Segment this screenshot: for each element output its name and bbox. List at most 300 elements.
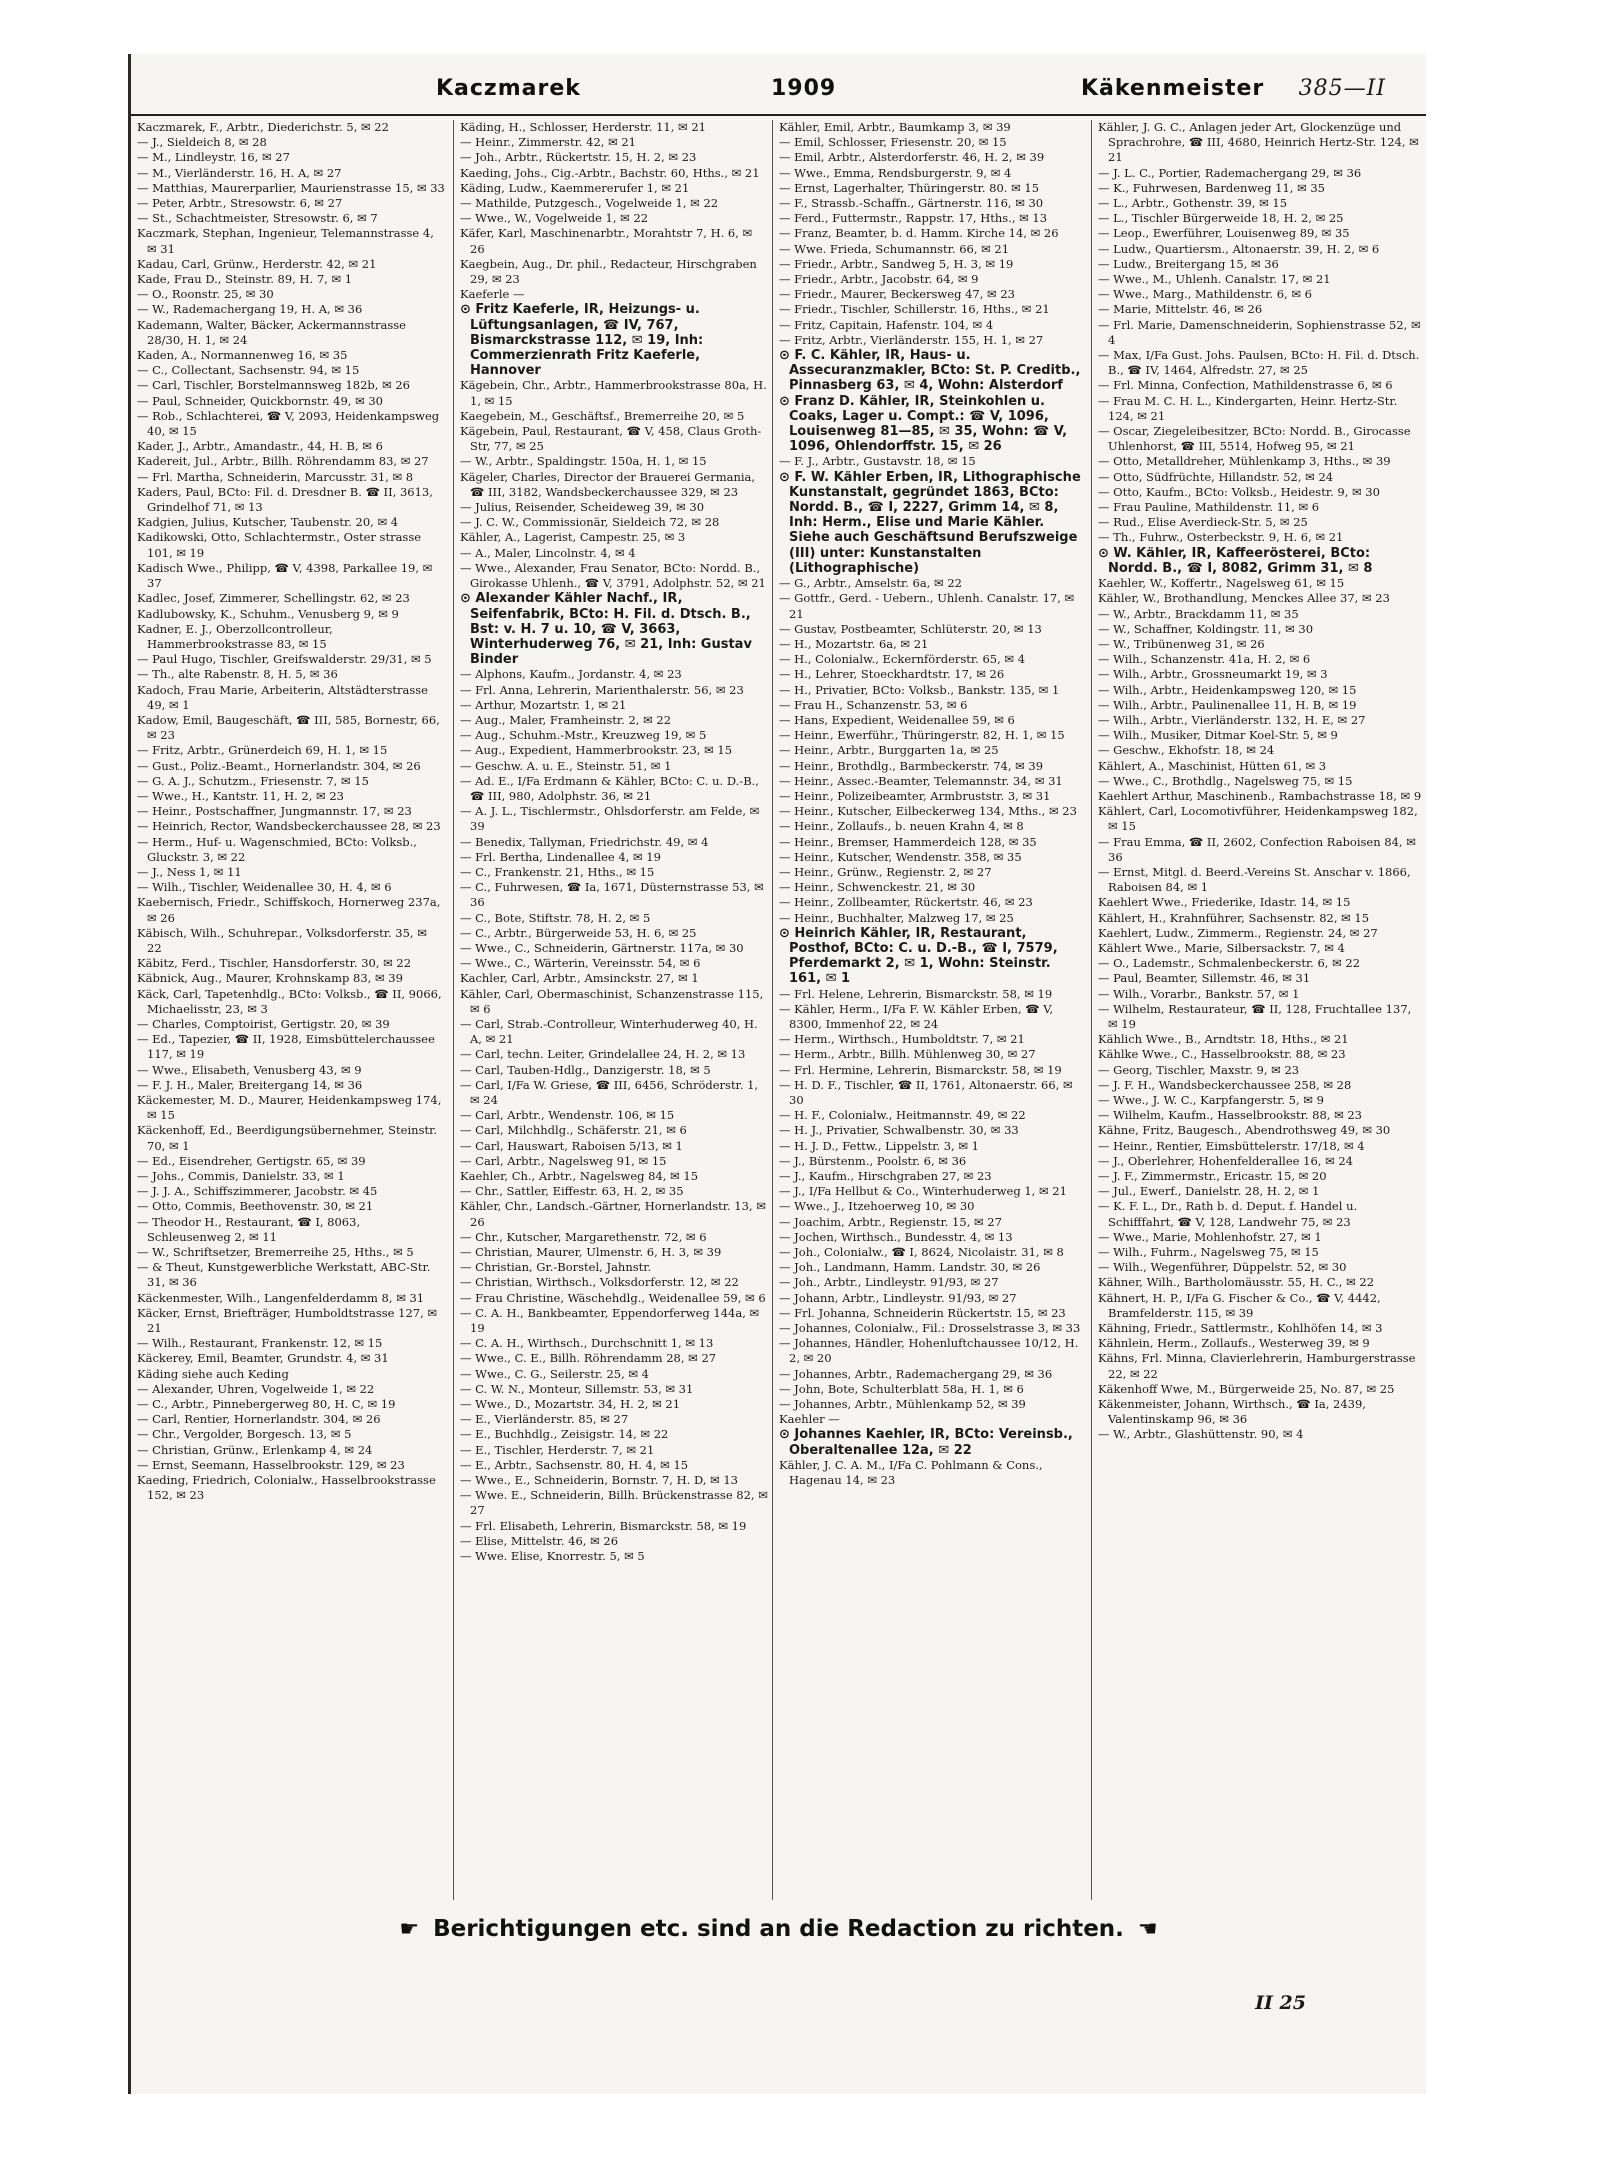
directory-entry: — Alexander, Uhren, Vogelweide 1, ✉ 22 — [137, 1381, 375, 1396]
directory-entry: Kaehlert Wwe., Friederike, Idastr. 14, ✉ 15 — [1098, 895, 1351, 910]
directory-entry: Kähler, Chr., Landsch.-Gärtner, Hornerlandstr. 13, ✉ 26 — [460, 1199, 766, 1229]
directory-entry: — Friedr., Tischler, Schillerstr. 16, Hths., ✉ 21 — [779, 302, 1050, 317]
directory-entry: Kadlubowsky, K., Schuhm., Venusberg 9, ✉ 9 — [137, 606, 399, 621]
directory-entry: Kähnert, H. P., I/Fa G. Fischer & Co., ☎ V, 4442, Bramfelderstr. 115, ✉ 39 — [1098, 1290, 1381, 1320]
directory-entry: — K., Fuhrwesen, Bardenweg 11, ✉ 35 — [1098, 180, 1325, 195]
directory-entry: — J., Sieldeich 8, ✉ 28 — [137, 135, 267, 150]
directory-entry: — F. J. H., Maler, Breitergang 14, ✉ 36 — [137, 1077, 363, 1092]
page-number: 385—II — [1298, 76, 1386, 101]
directory-entry: Käck, Carl, Tapetenhdlg., BCto: Volksb., ☎ II, 9066, Michaelisstr, 23, ✉ 3 — [137, 986, 442, 1016]
directory-entry: Kadner, E. J., Oberzollcontrolleur, Hammerbrookstrasse 83, ✉ 15 — [137, 621, 333, 651]
directory-entry: — Ludw., Quartiersm., Altonaerstr. 39, H. 2, ✉ 6 — [1098, 241, 1380, 256]
directory-entry: — Gustav, Postbeamter, Schlüterstr. 20, ✉ 13 — [779, 621, 1042, 636]
directory-entry: — Friedr., Maurer, Beckersweg 47, ✉ 23 — [779, 287, 1015, 302]
directory-entry: Käckenhoff, Ed., Beerdigungsübernehmer, Steinstr. 70, ✉ 1 — [137, 1123, 437, 1153]
directory-entry: Kählert, Carl, Locomotivführer, Heidenkampsweg 182, ✉ 15 — [1098, 804, 1418, 834]
directory-entry: Kadau, Carl, Grünw., Herderstr. 42, ✉ 21 — [137, 256, 377, 271]
directory-entry: — W., Schriftsetzer, Bremerreihe 25, Hths., ✉ 5 — [137, 1245, 414, 1260]
column-2 — [453, 120, 768, 1900]
directory-entry: — Johannes, Arbtr., Rademachergang 29, ✉ 36 — [779, 1366, 1053, 1381]
directory-entry: — Heinr., Zollaufs., b. neuen Krahn 4, ✉ 8 — [779, 819, 1024, 834]
directory-entry: — Otto, Kaufm., BCto: Volksb., Heidestr. 9, ✉ 30 — [1098, 484, 1380, 499]
directory-entry: — H. J., Privatier, Schwalbenstr. 30, ✉ 33 — [779, 1123, 1019, 1138]
directory-entry: Kähler, J. C. A. M., I/Fa C. Pohlmann & Cons., Hagenau 14, ✉ 23 — [779, 1457, 1043, 1488]
directory-entry: — Johs., Commis, Danielstr. 33, ✉ 1 — [137, 1169, 345, 1184]
directory-entry: Kähler, A., Lagerist, Campestr. 25, ✉ 3 — [460, 530, 686, 545]
directory-entry: — Ferd., Futtermstr., Rappstr. 17, Hths., ✉ 13 — [779, 211, 1048, 226]
directory-entry: — H. J. D., Fettw., Lippelstr. 3, ✉ 1 — [779, 1138, 979, 1153]
directory-entry: — Ad. E., I/Fa Erdmann & Kähler, BCto: C. u. D.-B., ☎ III, 980, Adolphstr. 36, ✉ 21 — [460, 773, 759, 803]
directory-entry: — Benedix, Tallyman, Friedrichstr. 49, ✉ 4 — [460, 834, 709, 849]
directory-entry: — E., Arbtr., Sachsenstr. 80, H. 4, ✉ 15 — [460, 1457, 689, 1472]
directory-entry: — Jochen, Wirthsch., Bundesstr. 4, ✉ 13 — [779, 1229, 1013, 1244]
directory-entry: — C., Arbtr., Bürgerweide 53, H. 6, ✉ 25 — [460, 925, 697, 940]
directory-entry: — Carl, techn. Leiter, Grindelallee 24, H. 2, ✉ 13 — [460, 1047, 746, 1062]
directory-entry: Kaeding, Friedrich, Colonialw., Hasselbrookstrasse 152, ✉ 23 — [137, 1473, 436, 1503]
directory-entry: — F., Strassb.-Schaffn., Gärtnerstr. 116, ✉ 30 — [779, 196, 1044, 211]
directory-entry: — Christian, Maurer, Ulmenstr. 6, H. 3, ✉ 39 — [460, 1245, 722, 1260]
directory-entry: — Joh., Landmann, Hamm. Landstr. 30, ✉ 26 — [779, 1260, 1041, 1275]
directory-entry: — Hans, Expedient, Weidenallee 59, ✉ 6 — [779, 712, 1015, 727]
directory-entry: — Joh., Colonialw., ☎ I, 8624, Nicolaistr. 31, ✉ 8 — [779, 1245, 1064, 1260]
directory-entry: — Wilh., Wegenführer, Düppelstr. 52, ✉ 30 — [1098, 1260, 1347, 1275]
directory-entry: — Gust., Poliz.-Beamt., Hornerlandstr. 304, ✉ 26 — [137, 758, 421, 773]
directory-columns — [131, 120, 1426, 1900]
directory-entry: Kaehlert Arthur, Maschinenb., Rambachstrasse 18, ✉ 9 — [1098, 788, 1422, 803]
directory-entry: — J., Oberlehrer, Hohenfelderallee 16, ✉ 24 — [1098, 1153, 1353, 1168]
directory-entry: ⊙ W. Kähler, IR, Kaffeerösterei, BCto: Nordd. B., ☎ I, 8082, Grimm 31, ✉ 8 — [1098, 545, 1373, 576]
directory-entry: Käding siehe auch Keding — [137, 1366, 289, 1381]
directory-entry: — Frl. Minna, Confection, Mathildenstrasse 6, ✉ 6 — [1098, 378, 1393, 393]
column-4 — [1091, 120, 1422, 1900]
directory-entry: — Franz, Beamter, b. d. Hamm. Kirche 14, ✉ 26 — [779, 226, 1059, 241]
directory-entry: — J., Ness 1, ✉ 11 — [137, 864, 242, 879]
directory-entry: — Peter, Arbtr., Stresowstr. 6, ✉ 27 — [137, 196, 343, 211]
directory-entry: — Frl. Johanna, Schneiderin Rückertstr. 15, ✉ 23 — [779, 1305, 1066, 1320]
directory-entry: — O., Lademstr., Schmalenbeckerstr. 6, ✉ 22 — [1098, 956, 1361, 971]
directory-entry: — Herm., Arbtr., Billh. Mühlenweg 30, ✉ 27 — [779, 1047, 1036, 1062]
directory-entry: ⊙ F. W. Kähler Erben, IR, Lithographische Kunstanstalt, gegründet 1863, BCto: Nordd. B., ☎ I, 2227, Grimm 14, ✉ 8, Inh: Herm., Elise und Marie Kähler. Siehe auch Geschäftsund Berufszweige (III) unter: Kunstanstalten (Lithographische) — [779, 469, 1081, 576]
directory-entry: — Arthur, Mozartstr. 1, ✉ 21 — [460, 697, 627, 712]
directory-entry: — Carl, Hauswart, Raboisen 5/13, ✉ 1 — [460, 1138, 683, 1153]
directory-entry: — Herm., Huf- u. Wagenschmied, BCto: Volksb., Gluckstr. 3, ✉ 22 — [137, 834, 417, 864]
directory-entry: — Christian, Grünw., Erlenkamp 4, ✉ 24 — [137, 1442, 373, 1457]
directory-entry: — Wwe., D., Mozartstr. 34, H. 2, ✉ 21 — [460, 1397, 681, 1412]
directory-entry: Kaehler — — [779, 1412, 840, 1427]
directory-entry: — Wilh., Arbtr., Paulinenallee 11, H. B, ✉ 19 — [1098, 697, 1357, 712]
directory-entry: — Heinr., Ewerführ., Thüringerstr. 82, H. 1, ✉ 15 — [779, 728, 1065, 743]
directory-entry: ⊙ Franz D. Kähler, IR, Steinkohlen u. Coaks, Lager u. Compt.: ☎ V, 1096, Louisenweg 81—85, ✉ 35, Wohn: ☎ V, 1096, Ohlendorffstr. 15, ✉ 26 — [779, 393, 1068, 455]
directory-entry: Kadow, Emil, Baugeschäft, ☎ III, 585, Bornestr, 66, ✉ 23 — [137, 712, 440, 743]
directory-entry: — H., Mozartstr. 6a, ✉ 21 — [779, 636, 929, 651]
directory-entry: — Ludw., Breitergang 15, ✉ 36 — [1098, 256, 1279, 271]
directory-entry: — F. J., Arbtr., Gustavstr. 18, ✉ 15 — [779, 454, 976, 469]
directory-entry: — O., Roonstr. 25, ✉ 30 — [137, 287, 274, 302]
column-1 — [137, 120, 445, 1900]
directory-entry: — H., Colonialw., Eckernförderstr. 65, ✉ 4 — [779, 652, 1026, 667]
directory-entry: — Wwe., C. E., Billh. Röhrendamm 28, ✉ 27 — [460, 1351, 717, 1366]
directory-entry: — Wwe., E., Schneiderin, Bornstr. 7, H. D, ✉ 13 — [460, 1473, 738, 1488]
directory-entry: — Wwe., Marie, Mohlenhofstr. 27, ✉ 1 — [1098, 1229, 1322, 1244]
directory-entry: — Heinr., Brothdlg., Barmbeckerstr. 74, ✉ 39 — [779, 758, 1044, 773]
directory-entry: Kählke Wwe., C., Hasselbrookstr. 88, ✉ 23 — [1098, 1047, 1346, 1062]
column-3 — [772, 120, 1087, 1900]
directory-entry: Käckerey, Emil, Beamter, Grundstr. 4, ✉ 31 — [137, 1351, 389, 1366]
directory-entry: — Matthias, Maurerparlier, Maurienstrasse 15, ✉ 33 — [137, 180, 445, 195]
directory-entry: — H. D. F., Tischler, ☎ II, 1761, Altonaerstr. 66, ✉ 30 — [779, 1077, 1073, 1107]
directory-entry: — Wwe., C. G., Seilerstr. 25, ✉ 4 — [460, 1366, 649, 1381]
directory-entry: Kadgien, Julius, Kutscher, Taubenstr. 20, ✉ 4 — [137, 515, 399, 530]
directory-entry: — Wwe. E., Schneiderin, Billh. Brückenstrasse 82, ✉ 27 — [460, 1488, 768, 1518]
header-rule — [131, 114, 1426, 116]
directory-entry: — Carl, Milchhdlg., Schäferstr. 21, ✉ 6 — [460, 1123, 687, 1138]
directory-page — [128, 54, 1426, 2094]
directory-entry: — Rud., Elise Averdieck-Str. 5, ✉ 25 — [1098, 515, 1308, 530]
directory-entry: — C. A. H., Wirthsch., Durchschnitt 1, ✉ 13 — [460, 1336, 714, 1351]
directory-entry: Kader, J., Arbtr., Amandastr., 44, H. B, ✉ 6 — [137, 439, 383, 454]
directory-entry: — Fritz, Arbtr., Grünerdeich 69, H. 1, ✉ 15 — [137, 743, 388, 758]
directory-entry: — Wwe., Emma, Rendsburgerstr. 9, ✉ 4 — [779, 165, 1012, 180]
directory-entry: ⊙ Fritz Kaeferle, IR, Heizungs- u. Lüftungsanlagen, ☎ IV, 767, Bismarckstrasse 112, ✉ 19, Inh: Commerzienrath Fritz Kaeferle, Hannover — [460, 302, 704, 379]
directory-entry: — J., I/Fa Hellbut & Co., Winterhuderweg 1, ✉ 21 — [779, 1184, 1067, 1199]
directory-entry: — Paul, Beamter, Sillemstr. 46, ✉ 31 — [1098, 971, 1311, 986]
directory-entry: — Max, I/Fa Gust. Johs. Paulsen, BCto: H. Fil. d. Dtsch. B., ☎ IV, 1464, Alfredstr. 27, ✉ 25 — [1098, 348, 1420, 378]
directory-entry: Käcker, Ernst, Briefträger, Humboldtstrasse 127, ✉ 21 — [137, 1305, 438, 1336]
directory-entry: — & Theut, Kunstgewerbliche Werkstatt, ABC-Str. 31, ✉ 36 — [137, 1260, 431, 1290]
directory-entry: — Geschw., Ekhofstr. 18, ✉ 24 — [1098, 743, 1275, 758]
directory-entry: ⊙ Heinrich Kähler, IR, Restaurant, Posthof, BCto: C. u. D.-B., ☎ I, 7579, Pferdemarkt 2, ✉ 1, Wohn: Steinstr. 161, ✉ 1 — [779, 925, 1058, 987]
directory-entry: Kaehler, W., Koffertr., Nagelsweg 61, ✉ 15 — [1098, 576, 1345, 591]
directory-entry: — Wwe., Elisabeth, Venusberg 43, ✉ 9 — [137, 1062, 362, 1077]
directory-entry: — K. F. L., Dr., Rath b. d. Deput. f. Handel u. Schifffahrt, ☎ V, 128, Landwehr 75, ✉ 23 — [1098, 1199, 1358, 1229]
pointing-hand-left-icon: ☚ — [1137, 1917, 1158, 1942]
directory-entry: — E., Tischler, Herderstr. 7, ✉ 21 — [460, 1442, 655, 1457]
directory-entry: — Wwe., M., Uhlenh. Canalstr. 17, ✉ 21 — [1098, 272, 1331, 287]
directory-entry: — Frl. Elisabeth, Lehrerin, Bismarckstr. 58, ✉ 19 — [460, 1518, 747, 1533]
directory-entry: — Frau Christine, Wäschehdlg., Weidenallee 59, ✉ 6 — [460, 1290, 766, 1305]
directory-entry: — J. F., Zimmermstr., Ericastr. 15, ✉ 20 — [1098, 1169, 1327, 1184]
directory-entry: ⊙ Johannes Kaehler, IR, BCto: Vereinsb., Oberaltenallee 12a, ✉ 22 — [779, 1427, 1073, 1458]
directory-entry: — E., Buchhdlg., Zeisigstr. 14, ✉ 22 — [460, 1427, 669, 1442]
directory-entry: Käckenmester, Wilh., Langenfelderdamm 8, ✉ 31 — [137, 1290, 425, 1305]
directory-entry: — Carl, Strab.-Controlleur, Winterhuderweg 40, H. A, ✉ 21 — [460, 1016, 758, 1047]
directory-entry: — E., Vierländerstr. 85, ✉ 27 — [460, 1412, 629, 1427]
directory-entry: — J., Bürstenm., Poolstr. 6, ✉ 36 — [779, 1153, 967, 1168]
directory-entry: — L., Tischler Bürgerweide 18, H. 2, ✉ 25 — [1098, 211, 1344, 226]
directory-entry: — Wwe., C., Brothdlg., Nagelsweg 75, ✉ 15 — [1098, 773, 1353, 788]
directory-entry: ⊙ Alexander Kähler Nachf., IR, Seifenfabrik, BCto: H. Fil. d. Dtsch. B., Bst: v. H. 7 u. 10, ☎ V, 3663, Winterhuderweg 76, ✉ 21, Inh: Gustav Binder — [460, 591, 752, 668]
directory-entry: — W., Arbtr., Glashüttenstr. 90, ✉ 4 — [1098, 1427, 1304, 1442]
directory-entry: — J., Kaufm., Hirschgraben 27, ✉ 23 — [779, 1169, 992, 1184]
directory-entry: — Oscar, Ziegeleibesitzer, BCto: Nordd. B., Girocasse Uhlenhorst, ☎ III, 5514, Hofweg 95, ✉ 21 — [1098, 424, 1411, 454]
directory-entry: Kähler, J. G. C., Anlagen jeder Art, Glockenzüge und Sprachrohre, ☎ III, 4680, Heinrich Hertz-Str. 124, ✉ 21 — [1098, 120, 1419, 165]
directory-entry: — C., Collectant, Sachsenstr. 94, ✉ 15 — [137, 363, 360, 378]
directory-entry: — C., Bote, Stiftstr. 78, H. 2, ✉ 5 — [460, 910, 651, 925]
directory-entry: Kaden, A., Normannenweg 16, ✉ 35 — [137, 348, 348, 363]
signature-mark: II 25 — [1255, 1992, 1306, 2014]
directory-entry: — Wwe., Alexander, Frau Senator, BCto: Nordd. B., Girokasse Uhlenh., ☎ V, 3791, Adolphstr. 52, ✉ 21 — [460, 560, 766, 591]
directory-entry: Käbitz, Ferd., Tischler, Hansdorferstr. 30, ✉ 22 — [137, 956, 412, 971]
directory-entry: — Wilh., Vorarbr., Bankstr. 57, ✉ 1 — [1098, 986, 1300, 1001]
directory-entry: — Wilh., Restaurant, Frankenstr. 12, ✉ 15 — [137, 1336, 383, 1351]
directory-entry: — Paul, Schneider, Quickbornstr. 49, ✉ 30 — [137, 393, 384, 408]
left-headword: Kaczmarek — [436, 76, 581, 101]
directory-entry: Kähner, Wilh., Bartholomäusstr. 55, H. C., ✉ 22 — [1098, 1275, 1375, 1290]
directory-entry: Kaegbein, Aug., Dr. phil., Redacteur, Hirschgraben 29, ✉ 23 — [460, 256, 757, 287]
directory-entry: — L., Arbtr., Gothenstr. 39, ✉ 15 — [1098, 196, 1288, 211]
directory-entry: — W., Rademachergang 19, H. A, ✉ 36 — [137, 302, 363, 317]
directory-entry: — H., Lehrer, Stoeckhardtstr. 17, ✉ 26 — [779, 667, 1005, 682]
directory-entry: — Heinrich, Rector, Wandsbeckerchaussee 28, ✉ 23 — [137, 819, 441, 834]
directory-entry: Kählich Wwe., B., Arndtstr. 18, Hths., ✉ 21 — [1098, 1032, 1349, 1047]
directory-entry: — Th., alte Rabenstr. 8, H. 5, ✉ 36 — [137, 667, 338, 682]
directory-entry: Kähler, Emil, Arbtr., Baumkamp 3, ✉ 39 — [779, 120, 1011, 134]
directory-entry: — Mathilde, Putzgesch., Vogelweide 1, ✉ 22 — [460, 196, 719, 211]
directory-entry: — Fritz, Capitain, Hafenstr. 104, ✉ 4 — [779, 317, 994, 332]
directory-entry: — Johannes, Händler, Hohenluftchaussee 10/12, H. 2, ✉ 20 — [779, 1336, 1079, 1366]
directory-entry: Kägebein, Chr., Arbtr., Hammerbrookstrasse 80a, H. 1, ✉ 15 — [460, 378, 767, 408]
directory-entry: — Heinr., Kutscher, Wendenstr. 358, ✉ 35 — [779, 849, 1022, 864]
directory-entry: — Ed., Tapezier, ☎ II, 1928, Eimsbüttelerchaussee 117, ✉ 19 — [137, 1032, 435, 1062]
directory-entry: — Joh., Arbtr., Lindleystr. 91/93, ✉ 27 — [779, 1275, 999, 1290]
directory-entry: — Geschw. A. u. E., Steinstr. 51, ✉ 1 — [460, 758, 672, 773]
directory-entry: — Carl, Arbtr., Nagelsweg 91, ✉ 15 — [460, 1153, 667, 1168]
directory-entry: Kaegebein, M., Geschäftsf., Bremerreihe 20, ✉ 5 — [460, 408, 745, 423]
directory-entry: Kähler, W., Brothandlung, Menckes Allee 37, ✉ 23 — [1098, 591, 1390, 606]
directory-entry: Kadlec, Josef, Zimmerer, Schellingstr. 62, ✉ 23 — [137, 591, 410, 606]
directory-entry: Käding, H., Schlosser, Herderstr. 11, ✉ 21 — [460, 120, 706, 134]
directory-entry: — Wilh., Arbtr., Vierländerstr. 132, H. E, ✉ 27 — [1098, 712, 1366, 727]
directory-entry: — W., Tribünenweg 31, ✉ 26 — [1098, 636, 1265, 651]
directory-entry: Käfer, Karl, Maschinenarbtr., Morahtstr 7, H. 6, ✉ 26 — [460, 226, 753, 256]
directory-entry: Kaders, Paul, BCto: Fil. d. Dresdner B. ☎ II, 3613, Grindelhof 71, ✉ 13 — [137, 484, 433, 515]
directory-entry: — Friedr., Arbtr., Jacobstr. 64, ✉ 9 — [779, 272, 979, 287]
directory-entry: — Wilh., Fuhrm., Nagelsweg 75, ✉ 15 — [1098, 1245, 1319, 1260]
directory-entry: — Elise, Mittelstr. 46, ✉ 26 — [460, 1533, 619, 1548]
directory-entry: — C., Fuhrwesen, ☎ Ia, 1671, Düsternstrasse 53, ✉ 36 — [460, 880, 764, 910]
directory-entry: — W., Arbtr., Spaldingstr. 150a, H. 1, ✉ 15 — [460, 454, 707, 469]
directory-entry: — Heinr., Arbtr., Burggarten 1a, ✉ 25 — [779, 743, 999, 758]
directory-entry: — Heinr., Postschaffner, Jungmannstr. 17, ✉ 23 — [137, 804, 412, 819]
directory-entry: — Marie, Mittelstr. 46, ✉ 26 — [1098, 302, 1263, 317]
directory-entry: — Ernst, Mitgl. d. Beerd.-Vereins St. Anschar v. 1866, Raboisen 84, ✉ 1 — [1098, 864, 1411, 895]
directory-entry: — Wilh., Arbtr., Heidenkampsweg 120, ✉ 15 — [1098, 682, 1357, 697]
directory-entry: — Julius, Reisender, Scheideweg 39, ✉ 30 — [460, 500, 705, 515]
directory-entry: — Frau M. C. H. L., Kindergarten, Heinr. Hertz-Str. 124, ✉ 21 — [1098, 393, 1398, 423]
directory-entry: Kähns, Frl. Minna, Clavierlehrerin, Hamburgerstrasse 22, ✉ 22 — [1098, 1351, 1416, 1381]
directory-entry: Käbnick, Aug., Maurer, Krohnskamp 83, ✉ 39 — [137, 971, 403, 986]
directory-entry: — Heinr., Zollbeamter, Rückertstr. 46, ✉ 23 — [779, 895, 1033, 910]
directory-entry: — M., Vierländerstr. 16, H. A, ✉ 27 — [137, 165, 342, 180]
directory-entry: — Frl. Martha, Schneiderin, Marcusstr. 31, ✉ 8 — [137, 469, 414, 484]
directory-entry: Kaeferle — — [460, 287, 525, 302]
directory-entry: Kaeding, Johs., Cig.-Arbtr., Bachstr. 60, Hths., ✉ 21 — [460, 165, 760, 180]
directory-entry: Käding, Ludw., Kaemmererufer 1, ✉ 21 — [460, 180, 690, 195]
directory-entry: — Wwe. Elise, Knorrestr. 5, ✉ 5 — [460, 1549, 645, 1564]
directory-entry: Kägeler, Charles, Director der Brauerei Germania, ☎ III, 3182, Wandsbeckerchaussee 329, ✉ 23 — [460, 469, 756, 499]
footer-notice — [131, 1916, 1426, 1956]
directory-entry: — Carl, Tauben-Hdlg., Danzigerstr. 18, ✉ 5 — [460, 1062, 711, 1077]
directory-entry: — Frl. Helene, Lehrerin, Bismarckstr. 58, ✉ 19 — [779, 986, 1053, 1001]
directory-entry: — Wilh., Musiker, Ditmar Koel-Str. 5, ✉ 9 — [1098, 728, 1338, 743]
directory-entry: — Wwe., C., Wärterin, Vereinsstr. 54, ✉ 6 — [460, 956, 701, 971]
directory-entry: — Chr., Vergolder, Borgesch. 13, ✉ 5 — [137, 1427, 352, 1442]
pointing-hand-icon: ☛ — [399, 1917, 420, 1942]
directory-entry: — Carl, Arbtr., Wendenstr. 106, ✉ 15 — [460, 1108, 675, 1123]
directory-entry: — Wilh., Schanzenstr. 41a, H. 2, ✉ 6 — [1098, 652, 1311, 667]
directory-entry: Kählert Wwe., Marie, Silbersackstr. 7, ✉ 4 — [1098, 940, 1345, 955]
directory-entry: Kademann, Walter, Bäcker, Ackermannstrasse 28/30, H. 1, ✉ 24 — [137, 317, 406, 347]
directory-entry: — C. W. N., Monteur, Sillemstr. 53, ✉ 31 — [460, 1381, 694, 1396]
directory-entry: — G., Arbtr., Amselstr. 6a, ✉ 22 — [779, 576, 962, 591]
directory-entry: — Carl, Tischler, Borstelmannsweg 182b, ✉ 26 — [137, 378, 410, 393]
directory-entry: — Ernst, Seemann, Hasselbrookstr. 129, ✉ 23 — [137, 1457, 405, 1472]
directory-entry: — Emil, Schlosser, Friesenstr. 20, ✉ 15 — [779, 135, 1007, 150]
directory-entry: Kadisch Wwe., Philipp, ☎ V, 4398, Parkallee 19, ✉ 37 — [137, 560, 433, 591]
directory-entry: — Otto, Metalldreher, Mühlenkamp 3, Hths., ✉ 39 — [1098, 454, 1391, 469]
directory-entry: Kaehler, Ch., Arbtr., Nagelsweg 84, ✉ 15 — [460, 1169, 699, 1184]
directory-entry: — Ed., Eisendreher, Gertigstr. 65, ✉ 39 — [137, 1153, 366, 1168]
directory-entry: — Gottfr., Gerd. - Uebern., Uhlenh. Canalstr. 17, ✉ 21 — [779, 591, 1075, 621]
directory-entry: — Fritz, Arbtr., Vierländerstr. 155, H. 1, ✉ 27 — [779, 332, 1044, 347]
directory-entry: — Charles, Comptoirist, Gertigstr. 20, ✉ 39 — [137, 1016, 390, 1031]
year: 1909 — [771, 76, 837, 101]
directory-entry: Kähne, Fritz, Baugesch., Abendrothsweg 49, ✉ 30 — [1098, 1123, 1391, 1138]
directory-entry: — Joachim, Arbtr., Regienstr. 15, ✉ 27 — [779, 1214, 1002, 1229]
directory-entry: — Christian, Gr.-Borstel, Jahnstr. — [460, 1260, 652, 1275]
page-header — [131, 76, 1426, 116]
directory-entry: — Johannes, Arbtr., Mühlenkamp 52, ✉ 39 — [779, 1397, 1026, 1412]
directory-entry: Käckemester, M. D., Maurer, Heidenkampsweg 174, ✉ 15 — [137, 1093, 442, 1123]
directory-entry: — Emil, Arbtr., Alsterdorferstr. 46, H. 2, ✉ 39 — [779, 150, 1045, 165]
directory-entry: — Theodor H., Restaurant, ☎ I, 8063, Schleusenweg 2, ✉ 11 — [137, 1214, 361, 1244]
directory-entry: — Kähler, Herm., I/Fa F. W. Kähler Erben, ☎ V, 8300, Immenhof 22, ✉ 24 — [779, 1001, 1054, 1031]
directory-entry: — Heinr., Assec.-Beamter, Telemannstr. 34, ✉ 31 — [779, 773, 1063, 788]
directory-entry: Kähnlein, Herm., Zollaufs., Westerweg 39, ✉ 9 — [1098, 1336, 1370, 1351]
directory-entry: — Joh., Arbtr., Rückertstr. 15, H. 2, ✉ 23 — [460, 150, 697, 165]
directory-entry: — Chr., Sattler, Eiffestr. 63, H. 2, ✉ 35 — [460, 1184, 684, 1199]
directory-entry: — W., Arbtr., Brackdamm 11, ✉ 35 — [1098, 606, 1299, 621]
directory-entry: — Georg, Tischler, Maxstr. 9, ✉ 23 — [1098, 1062, 1300, 1077]
directory-entry: — W., Schaffner, Koldingstr. 11, ✉ 30 — [1098, 621, 1314, 636]
directory-entry: — Frau H., Schanzenstr. 53, ✉ 6 — [779, 697, 968, 712]
directory-entry: — Heinr., Rentier, Eimsbüttelerstr. 17/18, ✉ 4 — [1098, 1138, 1365, 1153]
directory-entry: — Th., Fuhrw., Osterbeckstr. 9, H. 6, ✉ 21 — [1098, 530, 1344, 545]
directory-entry: — Frau Emma, ☎ II, 2602, Confection Raboisen 84, ✉ 36 — [1098, 834, 1416, 864]
directory-entry: — Johann, Arbtr., Lindleystr. 91/93, ✉ 27 — [779, 1290, 1017, 1305]
directory-entry: — Otto, Südfrüchte, Hillandstr. 52, ✉ 24 — [1098, 469, 1334, 484]
directory-entry: — Frl. Anna, Lehrerin, Marienthalerstr. 56, ✉ 23 — [460, 682, 744, 697]
directory-entry: — St., Schachtmeister, Stresowstr. 6, ✉ 7 — [137, 211, 378, 226]
directory-entry: Käkenmeister, Johann, Wirthsch., ☎ Ia, 2439, Valentinskamp 96, ✉ 36 — [1098, 1397, 1366, 1427]
directory-entry: Käkenhoff Wwe, M., Bürgerweide 25, No. 87, ✉ 25 — [1098, 1381, 1395, 1396]
directory-entry: — H. F., Colonialw., Heitmannstr. 49, ✉ 22 — [779, 1108, 1026, 1123]
directory-entry: — C., Arbtr., Pinnebergerweg 80, H. C, ✉ 19 — [137, 1397, 396, 1412]
directory-entry: — Johannes, Colonialw., Fil.: Drosselstrasse 3, ✉ 33 — [779, 1321, 1081, 1336]
directory-entry: — Aug., Schuhm.-Mstr., Kreuzweg 19, ✉ 5 — [460, 728, 707, 743]
directory-entry: — M., Lindleystr. 16, ✉ 27 — [137, 150, 290, 165]
directory-entry: — Christian, Wirthsch., Volksdorferstr. 12, ✉ 22 — [460, 1275, 739, 1290]
directory-entry: — Friedr., Arbtr., Sandweg 5, H. 3, ✉ 19 — [779, 256, 1014, 271]
directory-entry: Kadikowski, Otto, Schlachtermstr., Oster strasse 101, ✉ 19 — [137, 530, 422, 560]
directory-entry: — John, Bote, Schulterblatt 58a, H. 1, ✉ 6 — [779, 1381, 1024, 1396]
directory-entry: Kadoch, Frau Marie, Arbeiterin, Altstädterstrasse 49, ✉ 1 — [137, 682, 428, 712]
directory-entry: — Otto, Commis, Beethovenstr. 30, ✉ 21 — [137, 1199, 374, 1214]
directory-entry: Kachler, Carl, Arbtr., Amsinckstr. 27, ✉ 1 — [460, 971, 699, 986]
directory-entry: — G. A. J., Schutzm., Friesenstr. 7, ✉ 15 — [137, 773, 369, 788]
directory-entry: — Heinr., Buchhalter, Malzweg 17, ✉ 25 — [779, 910, 1014, 925]
directory-entry: — Wilhelm, Restaurateur, ☎ II, 128, Fruchtallee 137, ✉ 19 — [1098, 1001, 1412, 1031]
directory-entry: — Carl, I/Fa W. Griese, ☎ III, 6456, Schröderstr. 1, ✉ 24 — [460, 1077, 759, 1107]
directory-entry: — Aug., Expedient, Hammerbrookstr. 23, ✉ 15 — [460, 743, 733, 758]
directory-entry: — Wilh., Arbtr., Grossneumarkt 19, ✉ 3 — [1098, 667, 1328, 682]
directory-entry: — Wwe., J. W. C., Karpfangerstr. 5, ✉ 9 — [1098, 1093, 1324, 1107]
directory-entry: Kägebein, Paul, Restaurant, ☎ V, 458, Claus Groth-Str, 77, ✉ 25 — [460, 424, 762, 454]
directory-entry: — Heinr., Bremser, Hammerdeich 128, ✉ 35 — [779, 834, 1037, 849]
directory-entry: — J. J. A., Schiffszimmerer, Jacobstr. ✉ 45 — [137, 1184, 378, 1199]
directory-entry: — J. C. W., Commissionär, Sieldeich 72, ✉ 28 — [460, 515, 720, 530]
directory-entry: — Leop., Ewerführer, Louisenweg 89, ✉ 35 — [1098, 226, 1350, 241]
directory-entry: Kählert, A., Maschinist, Hütten 61, ✉ 3 — [1098, 758, 1327, 773]
directory-entry: — Frl. Hermine, Lehrerin, Bismarckstr. 58, ✉ 19 — [779, 1062, 1062, 1077]
directory-entry: — Heinr., Zimmerstr. 42, ✉ 21 — [460, 135, 636, 150]
directory-entry: — Ernst, Lagerhalter, Thüringerstr. 80. ✉ 15 — [779, 180, 1040, 195]
directory-entry: — A., Maler, Lincolnstr. 4, ✉ 4 — [460, 545, 636, 560]
directory-entry: — Herm., Wirthsch., Humboldtstr. 7, ✉ 21 — [779, 1032, 1025, 1047]
directory-entry: — J. F. H., Wandsbeckerchaussee 258, ✉ 28 — [1098, 1077, 1352, 1092]
directory-entry: — Rob., Schlachterei, ☎ V, 2093, Heidenkampsweg 40, ✉ 15 — [137, 408, 440, 439]
directory-entry: Kaczmark, Stephan, Ingenieur, Telemannstrasse 4, ✉ 31 — [137, 226, 434, 256]
directory-entry: — Wwe. Frieda, Schumannstr. 66, ✉ 21 — [779, 241, 1010, 256]
directory-entry: — Heinr., Polizeibeamter, Armbruststr. 3, ✉ 31 — [779, 788, 1051, 803]
directory-entry: — Jul., Ewerf., Danielstr. 28, H. 2, ✉ 1 — [1098, 1184, 1320, 1199]
directory-entry: — Paul Hugo, Tischler, Greifswalderstr. 29/31, ✉ 5 — [137, 652, 432, 667]
directory-entry: — Wwe., Marg., Mathildenstr. 6, ✉ 6 — [1098, 287, 1312, 302]
directory-entry: Kaebernisch, Friedr., Schiffskoch, Hornerweg 237a, ✉ 26 — [137, 895, 441, 925]
directory-entry: — Wilh., Tischler, Weidenallee 30, H. 4, ✉ 6 — [137, 880, 392, 895]
directory-entry: Kade, Frau D., Steinstr. 89, H. 7, ✉ 1 — [137, 272, 353, 287]
directory-entry: — H., Privatier, BCto: Volksb., Bankstr. 135, ✉ 1 — [779, 682, 1060, 697]
directory-entry: Kähler, Carl, Obermaschinist, Schanzenstrasse 115, ✉ 6 — [460, 986, 764, 1016]
directory-entry: — Frl. Bertha, Lindenallee 4, ✉ 19 — [460, 849, 661, 864]
footer-notice-text: Berichtigungen etc. sind an die Redaction zu richten. — [433, 1916, 1124, 1942]
directory-entry: — A. J. L., Tischlermstr., Ohlsdorferstr. am Felde, ✉ 39 — [460, 804, 760, 834]
directory-entry: — C. A. H., Bankbeamter, Eppendorferweg 144a, ✉ 19 — [460, 1305, 760, 1336]
directory-entry: Kähning, Friedr., Sattlermstr., Kohlhöfen 14, ✉ 3 — [1098, 1321, 1383, 1336]
directory-entry: — Wwe., H., Kantstr. 11, H. 2, ✉ 23 — [137, 788, 344, 803]
directory-entry: — Wwe., W., Vogelweide 1, ✉ 22 — [460, 211, 649, 226]
directory-entry: — Alphons, Kaufm., Jordanstr. 4, ✉ 23 — [460, 667, 682, 682]
directory-entry: — C., Frankenstr. 21, Hths., ✉ 15 — [460, 864, 655, 879]
directory-entry: Kaehlert, Ludw., Zimmerm., Regienstr. 24, ✉ 27 — [1098, 925, 1378, 940]
directory-entry: — Wwe., J., Itzehoerweg 10, ✉ 30 — [779, 1199, 975, 1214]
directory-entry: — Aug., Maler, Framheinstr. 2, ✉ 22 — [460, 712, 672, 727]
right-headword: Käkenmeister — [1081, 76, 1265, 101]
directory-entry: Käbisch, Wilh., Schuhrepar., Volksdorferstr. 35, ✉ 22 — [137, 925, 427, 955]
directory-entry: Kählert, H., Krahnführer, Sachsenstr. 82, ✉ 15 — [1098, 910, 1370, 925]
directory-entry: — Heinr., Schwenckestr. 21, ✉ 30 — [779, 880, 976, 895]
directory-entry: — Wwe., C., Schneiderin, Gärtnerstr. 117a, ✉ 30 — [460, 940, 744, 955]
directory-entry: — Heinr., Kutscher, Eilbeckerweg 134, Mths., ✉ 23 — [779, 804, 1077, 819]
directory-entry: Kadereit, Jul., Arbtr., Billh. Röhrendamm 83, ✉ 27 — [137, 454, 429, 469]
directory-entry: — Chr., Kutscher, Margarethenstr. 72, ✉ 6 — [460, 1229, 707, 1244]
directory-entry: — Carl, Rentier, Hornerlandstr. 304, ✉ 26 — [137, 1412, 381, 1427]
directory-entry: — Heinr., Grünw., Regienstr. 2, ✉ 27 — [779, 864, 992, 879]
directory-entry: — J. L. C., Portier, Rademachergang 29, ✉ 36 — [1098, 165, 1362, 180]
directory-entry: — Wilhelm, Kaufm., Hasselbrookstr. 88, ✉ 23 — [1098, 1108, 1363, 1123]
directory-entry: ⊙ F. C. Kähler, IR, Haus- u. Assecuranzmakler, BCto: St. P. Creditb., Pinnasberg 63, ✉ 4, Wohn: Alsterdorf — [779, 348, 1081, 394]
directory-entry: Kaczmarek, F., Arbtr., Diederichstr. 5, ✉ 22 — [137, 120, 389, 134]
